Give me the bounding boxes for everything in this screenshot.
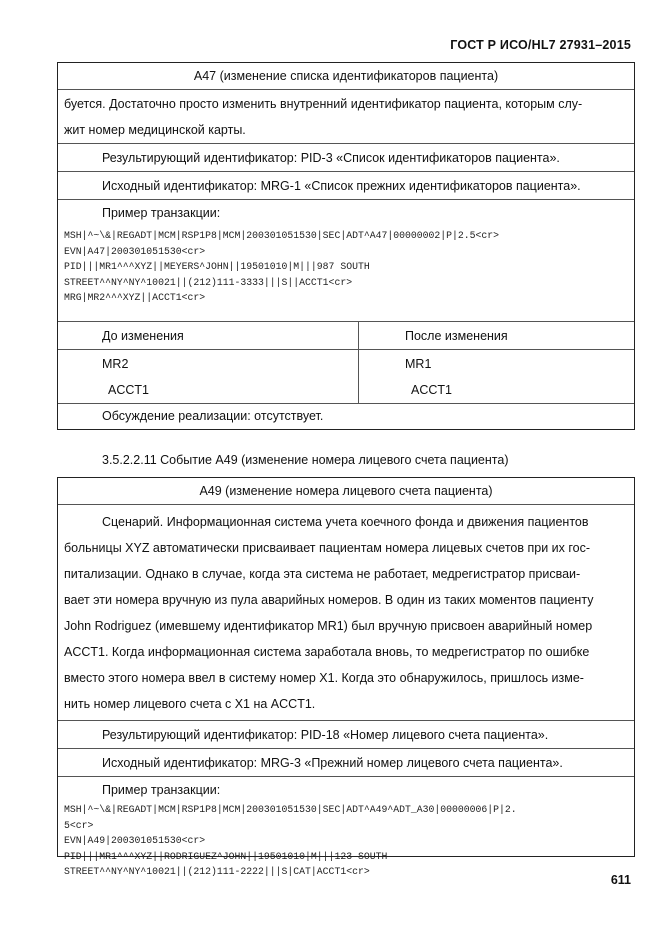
source-identifier: Исходный идентификатор: MRG-3 «Прежний номер лицевого счета пациента». xyxy=(58,748,634,776)
code-line: MSH|^~\&|REGADT|MCM|RSP1P8|MCM|200301051530|SEC|ADT^A49^ADT_A30|00000006|P|2. xyxy=(64,804,517,815)
source-identifier: Исходный идентификатор: MRG-1 «Список прежних идентификаторов пациента». xyxy=(58,171,634,199)
continued-line-1: буется. Достаточно просто изменить внутренний идентификатор пациента, которым слу- xyxy=(64,97,583,111)
table-a47-title: A47 (изменение списка идентификаторов пациента) xyxy=(193,69,499,83)
scenario-line: ACCT1. Когда информационная система заработала вновь, то медрегистратор по ошибке xyxy=(64,645,590,659)
scenario-line: питализации. Однако в случае, когда эта система не работает, медрегистратор присваи- xyxy=(64,567,581,581)
code-line: PID|||MR1^^^XYZ||RODRIGUEZ^JOHN||19501010|M|||123 SOUTH xyxy=(64,850,388,862)
result-identifier: Результирующий идентификатор: PID-18 «Номер лицевого счета пациента». xyxy=(58,720,634,748)
scenario-line: вает эти номера вручную из пула аварийных номеров. В один из таких моментов пациенту xyxy=(64,593,594,607)
implementation-discussion: Обсуждение реализации: отсутствует. xyxy=(58,403,634,429)
page-number: 611 xyxy=(610,873,631,887)
code-line: EVN|A49|200301051530<cr> xyxy=(64,835,206,846)
before-header: До изменения xyxy=(58,322,359,350)
code-line: STREET^^NY^NY^10021||(212)111-2222|||S|CAT|ACCT1<cr> xyxy=(64,866,370,877)
continued-line-2: жит номер медицинской карты. xyxy=(64,123,246,137)
code-line: 5<cr> xyxy=(64,819,94,831)
before-values xyxy=(58,350,359,403)
code-line: MRG|MR2^^^XYZ||ACCT1<cr> xyxy=(64,292,206,303)
scenario-line: больницы XYZ автоматически присваивает пациентам номера лицевых счетов при их гос- xyxy=(64,541,591,555)
before-value-2: ACCT1 xyxy=(108,383,149,397)
example-label: Пример транзакции: xyxy=(102,783,221,797)
example-block xyxy=(58,199,634,321)
scenario-line: вместо этого номера ввел в систему номер X1. Когда это обнаружилось, пришлось изме- xyxy=(64,671,584,685)
section-heading: 3.5.2.2.11 Событие A49 (изменение номера лицевого счета пациента) xyxy=(102,453,509,467)
example-label: Пример транзакции: xyxy=(102,206,221,220)
comparison-values xyxy=(58,349,634,403)
after-value-2: ACCT1 xyxy=(411,383,452,397)
after-value-1: MR1 xyxy=(405,357,432,371)
comparison-header xyxy=(58,321,634,349)
example-block xyxy=(58,776,634,877)
continued-paragraph xyxy=(58,89,634,143)
before-value-1: MR2 xyxy=(102,357,129,371)
scenario-line: John Rodriguez (имевшему идентификатор MR1) был вручную присвоен аварийный номер xyxy=(64,619,593,633)
result-identifier: Результирующий идентификатор: PID-3 «Список идентификаторов пациента». xyxy=(58,143,634,171)
scenario-line: Сценарий. Информационная система учета коечного фонда и движения пациентов xyxy=(102,515,589,529)
table-a47 xyxy=(57,62,635,430)
code-line: PID|||MR1^^^XYZ||MEYERS^JOHN||19501010|M|||987 SOUTH xyxy=(64,261,370,272)
scenario-line: нить номер лицевого счета с X1 на ACCT1. xyxy=(64,697,316,711)
code-line: STREET^^NY^NY^10021||(212)111-3333|||S||ACCT1<cr> xyxy=(64,276,353,288)
table-a49 xyxy=(57,477,635,877)
code-line: EVN|A47|200301051530<cr> xyxy=(64,245,206,257)
document-header: ГОСТ Р ИСО/HL7 27931–2015 xyxy=(450,38,631,52)
table-a49-title: A49 (изменение номера лицевого счета пациента) xyxy=(199,484,493,498)
after-header: После изменения xyxy=(405,329,508,343)
after-values xyxy=(359,350,634,403)
code-line: MSH|^~\&|REGADT|MCM|RSP1P8|MCM|200301051530|SEC|ADT^A47|00000002|P|2.5<cr> xyxy=(64,230,500,241)
scenario-paragraph xyxy=(58,504,634,720)
